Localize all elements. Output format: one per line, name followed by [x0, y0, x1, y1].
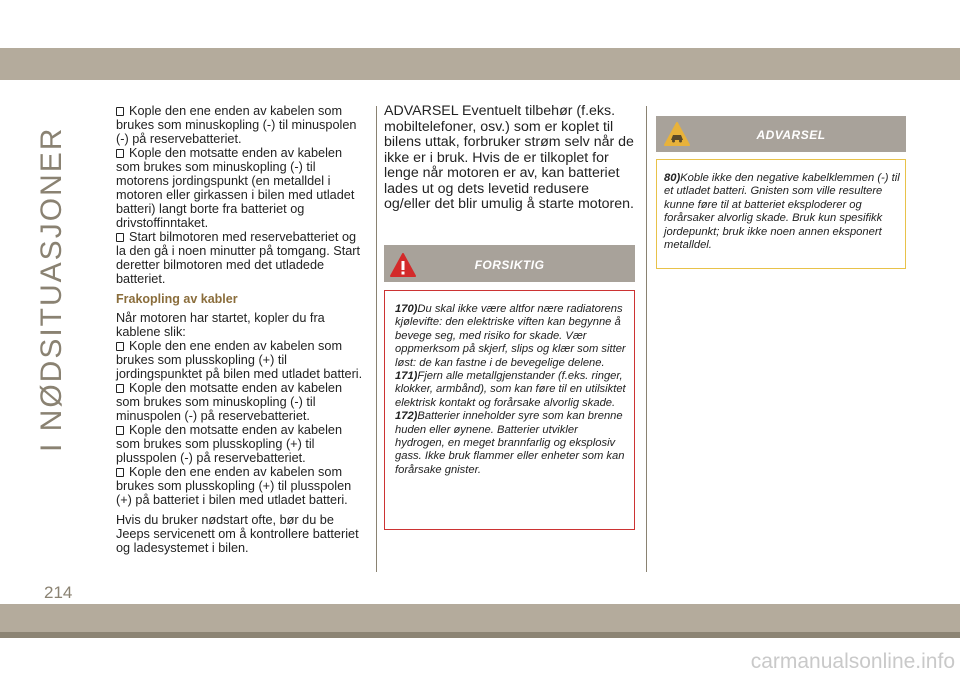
step-item: Kople den ene enden av kabelen som brukes som minuskopling (-) til minuspolen (-) på reservebatteriet. — [116, 104, 357, 146]
checkbox-icon — [116, 149, 124, 158]
step-item: Kople den ene enden av kabelen som brukes som plusskopling (+) til jordingspunktet på bilen med utladet batteri. — [116, 339, 363, 381]
warning-box — [656, 159, 906, 269]
step-item: Start bilmotoren med reservebatteriet og la den gå i noen minutter på tomgang. Start deretter bilmotoren med det utladede batteriet. — [116, 230, 361, 286]
subheading: Frakopling av kabler — [116, 292, 238, 306]
step-item: Kople den motsatte enden av kabelen som brukes som minuskopling (-) til minuspolen (-) på reservebatteriet. — [116, 381, 343, 423]
checkbox-icon — [116, 384, 124, 393]
caution-item: 172)Batterier inneholder syre som kan brenne huden eller øynene. Batterier utvikler hydrogen, en meget brannfarlig og eksplosiv gass. Ikke bruk flammer eller enheter som kan forårsake gnister. — [395, 410, 625, 476]
intro-text: Når motoren har startet, kopler du fra kablene slik: — [116, 311, 325, 339]
caution-title: FORSIKTIG — [474, 258, 545, 272]
column-middle — [384, 104, 636, 213]
checkbox-icon — [116, 107, 124, 116]
section-title: I NØDSITUASJONER — [35, 126, 68, 452]
bottom-rule — [0, 632, 960, 638]
top-band — [0, 48, 960, 80]
caution-box — [384, 290, 635, 530]
step-item: Kople den motsatte enden av kabelen som brukes som minuskopling (-) til motorens jordingspunkt (en metalldel i motoren eller girkassen i bilen med utladet batteri) langt borte fra batteriet og drivstoffinntaket. — [116, 146, 355, 230]
closing-text: Hvis du bruker nødstart ofte, bør du be Jeeps servicenett om å kontrollere batteriet og ladesystemet i bilen. — [116, 513, 359, 555]
column-left — [116, 104, 366, 561]
caution-item: 171)Fjern alle metallgjenstander (f.eks. ringer, klokker, armbånd), som kan føre til en utilsiktet elektrisk kontakt og forårsake alvorlig skade. — [395, 370, 626, 409]
checkbox-icon — [116, 342, 124, 351]
checkbox-icon — [116, 468, 124, 477]
step-item: Kople den motsatte enden av kabelen som brukes som plusskopling (+) til plusspolen (-) på reservebatteriet. — [116, 423, 343, 465]
checkbox-icon — [116, 426, 124, 435]
bottom-band — [0, 604, 960, 632]
advarsel-paragraph: ADVARSEL Eventuelt tilbehør (f.eks. mobiltelefoner, osv.) som er koplet til bilens uttak, forbruker strøm selv når de ikke er i bruk. Hvis de er tilkoplet for lenge når motoren er av, kan batteriet lades ut og dets levetid redusere og/eller det blir umulig å starte motoren. — [384, 103, 634, 212]
column-divider — [646, 106, 647, 572]
column-divider — [376, 106, 377, 572]
watermark: carmanualsonline.info — [750, 650, 955, 673]
caution-item: 170)Du skal ikke være altfor nære radiatorens kjølevifte: den elektriske viften kan begynne å bevege seg, med risiko for skade. Vær oppmerksom på skjerf, slips og klær som sitter løst: de kan fastne i de bevegelige delene. — [395, 303, 626, 369]
checkbox-icon — [116, 233, 124, 242]
warning-title: ADVARSEL — [756, 128, 826, 142]
warning-item: 80)Koble ikke den negative kabelklemmen (-) til et utladet batteri. Gnisten som ville resultere kunne føre til at batteriet eksploderer og forårsaker alvorlig skade. Bruk kun spesifikk jordepunkt; bruk ikke noen annen eksponert metalldel. — [664, 172, 900, 252]
page-number: 214 — [44, 583, 73, 602]
step-item: Kople den ene enden av kabelen som brukes som plusskopling (+) til plusspolen (+) på batteriet i bilen med utladet batteri. — [116, 465, 352, 507]
